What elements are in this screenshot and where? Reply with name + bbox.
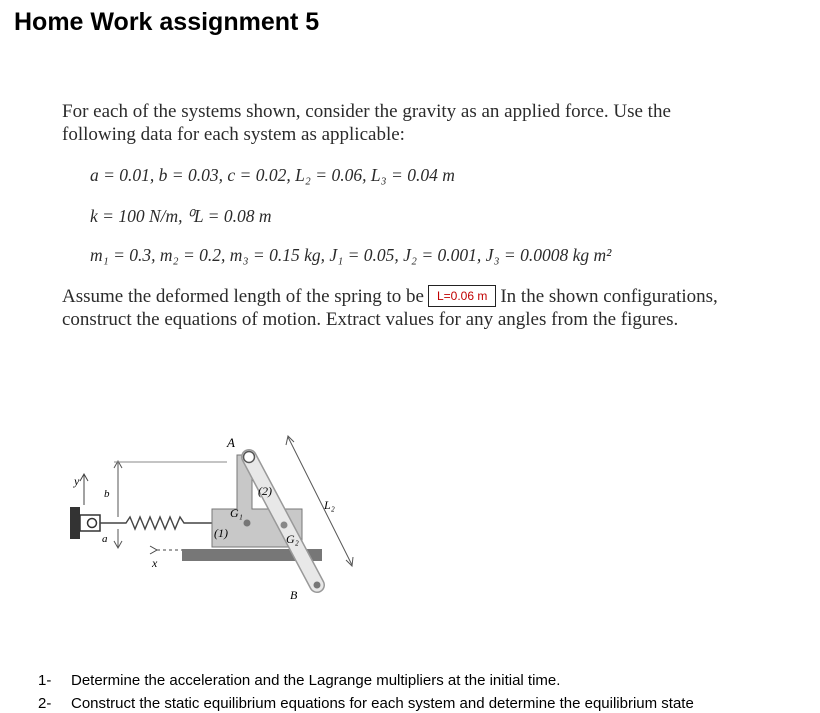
label-l2: L₂ [324,498,335,512]
label-a: a [102,533,108,545]
spring [100,517,212,529]
label-body-2: (2) [258,484,272,498]
label-b-pin: B [290,588,298,602]
equation-line-1: a = 0.01, b = 0.03, c = 0.02, L₂ = 0.06, L₃ = 0.04 m [90,165,455,185]
g1-point [244,520,251,527]
wall-pin [88,519,97,528]
x-axis-arrow [150,546,157,554]
task-1 [38,672,560,689]
task-2 [38,695,694,712]
equation-line-2: k = 100 N/m, ⁰L = 0.08 m [90,206,272,226]
pin-a [244,452,255,463]
task-1-number: 1- [38,672,52,689]
label-b: b [104,488,110,500]
mechanism-diagram [62,425,382,605]
label-body-1: (1) [214,526,228,540]
label-g2: G₂ [286,532,299,546]
label-a-pin: A [227,435,235,450]
deformed-length-box: L=0.06 m [428,285,496,307]
g2-point [281,522,288,529]
dim-l2-arrow-bottom [346,557,353,566]
task-2-number: 2- [38,695,52,712]
task-1-text: Determine the acceleration and the Lagrange multipliers at the initial time. [71,672,561,689]
mechanism-figure [62,425,382,610]
assumption-prefix: Assume the deformed length of the spring to be [62,286,424,307]
assumption-paragraph [62,285,742,331]
task-2-text: Construct the static equilibrium equations for each system and determine the equilibrium state [71,695,694,712]
page-title: Home Work assignment 5 [14,8,320,36]
label-x: x [152,556,158,570]
intro-paragraph: For each of the systems shown, consider the gravity as an applied force. Use the following data for each system as applicable: [62,101,671,145]
wall-support [70,507,80,539]
pin-b [314,582,321,589]
label-y: y [74,474,80,488]
equation-line-3: m₁ = 0.3, m₂ = 0.2, m₃ = 0.15 kg, J₁ = 0.05, J₂ = 0.001, J₃ = 0.0008 kg m² [90,245,612,265]
assumption-suffix: In the shown configurations, construct the equations of motion. Extract values for any angles from the figures. [62,286,718,330]
label-g1: G₁ [230,506,243,520]
